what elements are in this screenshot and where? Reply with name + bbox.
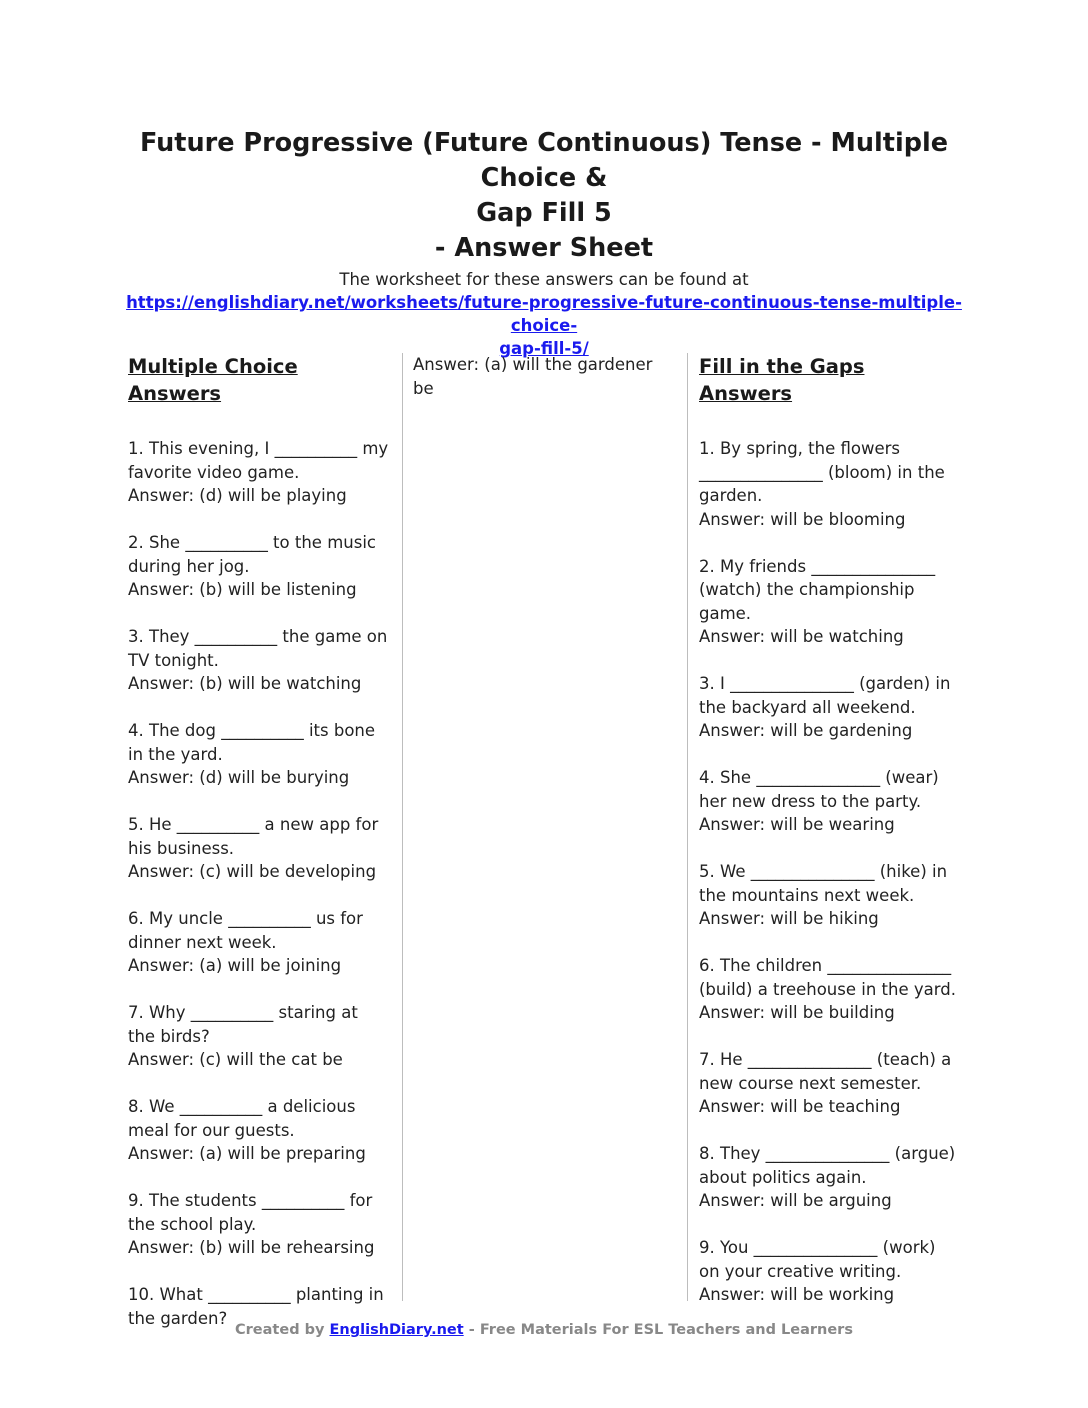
column-divider-left (402, 353, 403, 1301)
question-text: 4. The dog __________ its bone in the yard. (128, 721, 376, 764)
question-text: 3. They __________ the game on TV tonight. (128, 627, 388, 670)
question-text: 4. She _______________ (wear) her new dress to the party. (699, 768, 939, 811)
question-text: 8. They _______________ (argue) about politics again. (699, 1144, 956, 1187)
answer-text: Answer: (b) will be rehearsing (128, 1238, 375, 1257)
answer-text: Answer: will be gardening (699, 721, 913, 740)
answer-text: Answer: will be blooming (699, 509, 906, 529)
answer-text: Answer: will be building (699, 1003, 895, 1022)
list-item (128, 437, 390, 508)
question-text: 7. Why __________ staring at the birds? (128, 1003, 358, 1046)
title-line-3: - Answer Sheet (434, 233, 654, 263)
title-line-2: Gap Fill 5 (476, 198, 612, 228)
list-item (699, 1142, 961, 1213)
answer-text: Answer: (b) will be listening (128, 580, 357, 599)
question-text: 8. We __________ a delicious meal for our guests. (128, 1097, 356, 1140)
list-item (699, 672, 961, 743)
worksheet-location-text: The worksheet for these answers can be found at (339, 270, 749, 289)
list-item (699, 860, 961, 931)
url-line-1[interactable]: https://englishdiary.net/worksheets/future-progressive-future-continuous-tense-multiple-choice- (126, 293, 962, 335)
answer-text: Answer: (a) will be joining (128, 956, 342, 975)
question-text: 5. He __________ a new app for his business. (128, 815, 379, 858)
list-item (128, 1189, 390, 1260)
answer-text: Answer: (c) will be developing (128, 862, 377, 881)
footer-site-link[interactable]: EnglishDiary.net (329, 1322, 464, 1338)
answer-text: Answer: will be teaching (699, 1097, 901, 1116)
page-footer (0, 1322, 1088, 1338)
fill-gaps-heading: Fill in the Gaps Answers (699, 355, 865, 405)
list-item (128, 1095, 390, 1166)
question-text: 2. She __________ to the music during her jog. (128, 533, 376, 576)
question-text: 6. My uncle __________ us for dinner next week. (128, 909, 363, 952)
answer-text: Answer: will be watching (699, 627, 904, 646)
answer-text: Answer: (b) will be watching (128, 674, 362, 693)
question-text: 7. He _______________ (teach) a new course next semester. (699, 1050, 952, 1093)
question-text: 6. The children _______________ (build) a treehouse in the yard. (699, 956, 956, 999)
question-text: 9. You _______________ (work) on your creative writing. (699, 1238, 936, 1281)
list-item (128, 1001, 390, 1072)
list-item (699, 437, 961, 531)
fill-gaps-column (699, 350, 961, 1330)
column-divider-right (687, 353, 688, 1301)
list-item (699, 555, 961, 649)
continued-column (413, 353, 675, 400)
question-text: 9. The students __________ for the school play. (128, 1191, 373, 1234)
list-item (699, 954, 961, 1025)
title-line-1: Future Progressive (Future Continuous) Tense - Multiple Choice & (139, 128, 948, 193)
multiple-choice-column (128, 350, 390, 1354)
question-text: 1. This evening, I __________ my favorite video game. (128, 439, 389, 482)
answer-text: Answer: will be working (699, 1285, 895, 1304)
question-text: 1. By spring, the flowers _______________ (bloom) in the garden. (699, 439, 945, 505)
list-item (128, 813, 390, 884)
answer-text: Answer: (d) will be burying (128, 768, 350, 787)
continued-answer: Answer: (a) will the gardener be (413, 355, 653, 398)
list-item (128, 719, 390, 790)
answer-text: Answer: (c) will the cat be (128, 1050, 343, 1069)
page-header (100, 126, 988, 360)
question-text: 2. My friends _______________ (watch) the championship game. (699, 556, 936, 623)
list-item (699, 1048, 961, 1119)
multiple-choice-list (128, 437, 390, 1330)
list-item (128, 907, 390, 978)
question-text: 10. What __________ planting in the garden? (128, 1285, 384, 1328)
fill-gaps-list (699, 437, 961, 1307)
url-line-2[interactable]: gap-fill-5/ (499, 339, 589, 358)
footer-prefix: Created by (235, 1322, 325, 1338)
answer-text: Answer: will be arguing (699, 1191, 892, 1210)
list-item (699, 766, 961, 837)
question-text: 5. We _______________ (hike) in the mountains next week. (699, 862, 948, 905)
answer-text: Answer: (d) will be playing (128, 486, 347, 505)
answer-text: Answer: will be hiking (699, 909, 879, 928)
question-text: 3. I _______________ (garden) in the backyard all weekend. (699, 674, 951, 717)
footer-suffix: - Free Materials For ESL Teachers and Learners (468, 1322, 853, 1338)
answer-text: Answer: will be wearing (699, 815, 895, 834)
list-item (699, 1236, 961, 1307)
list-item (128, 531, 390, 602)
list-item (128, 625, 390, 696)
page-title (100, 126, 988, 266)
multiple-choice-heading: Multiple Choice Answers (128, 355, 298, 405)
answer-text: Answer: (a) will be preparing (128, 1144, 366, 1163)
